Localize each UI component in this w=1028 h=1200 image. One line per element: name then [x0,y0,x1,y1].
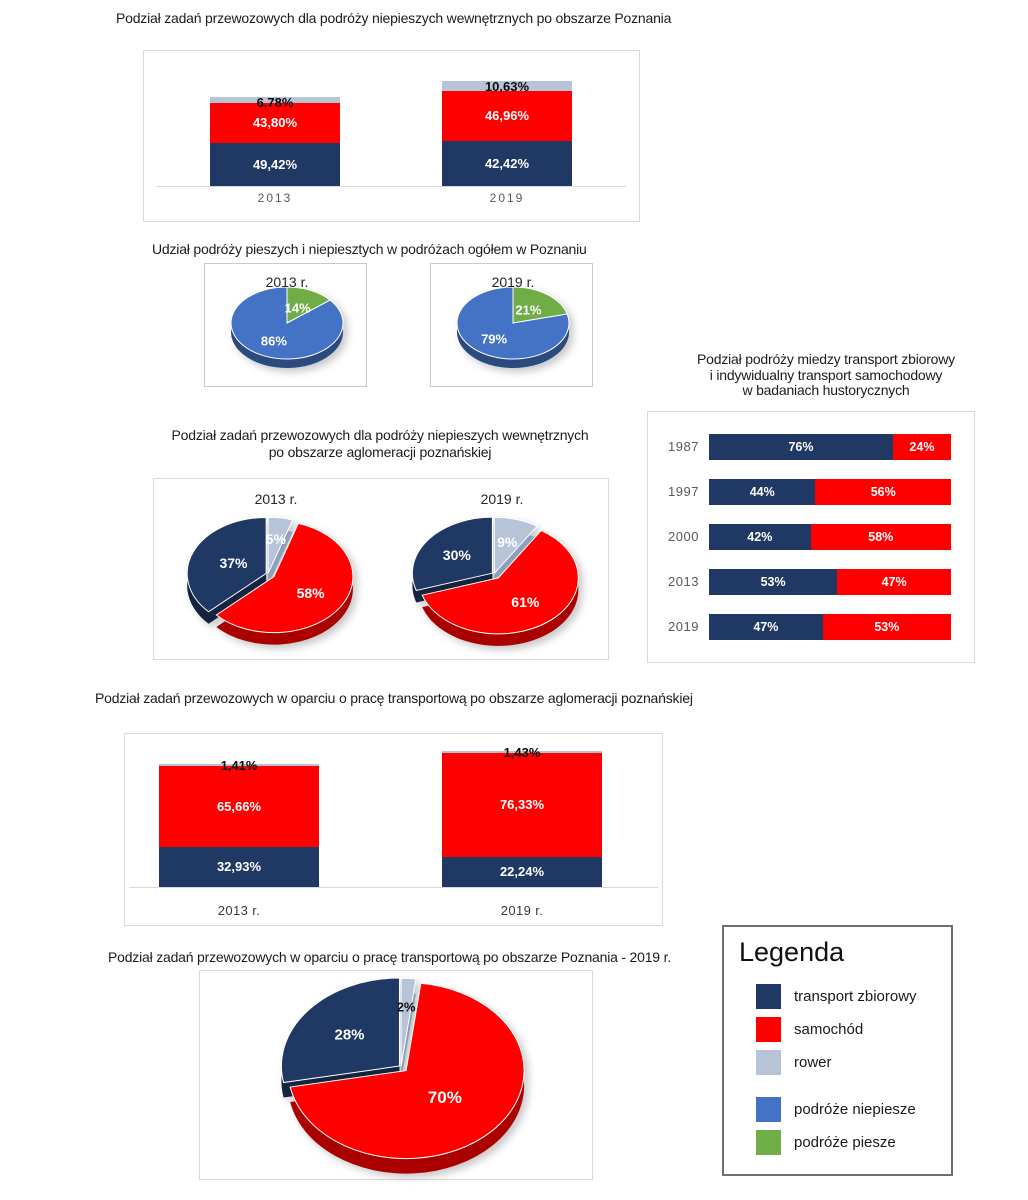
year-label: 2019 [668,619,699,634]
hbars-title [648,352,1004,399]
pie-value-label: 86% [260,333,287,349]
pie-subtitle: 2013 r. [254,491,298,507]
legend-swatch-rower [756,1050,781,1075]
x-axis-line [129,887,658,888]
year-label: 1987 [668,439,699,454]
bar-value-label: 22,24% [499,864,545,879]
legend-label: transport zbiorowy [794,988,917,1005]
pie-subtitle: 2013 r. [265,274,309,290]
chart1-title: Podział zadań przewozowych dla podróży niepieszych wewnętrznych po obszarze Poznania [116,10,672,26]
category-label: 2019 r. [500,903,544,918]
pies1-title: Udział podróży pieszych i niepiesztych w podróżach ogółem w Poznaniu [152,241,587,257]
hbars-title-line2: i indywidualny transport samochodowy [709,366,943,383]
legend-label: podróże piesze [794,1134,896,1151]
bar-value-label: 43,80% [252,115,298,130]
legend-swatch-blue [756,1097,781,1122]
pie-subtitle: 2019 r. [491,274,535,290]
hbar-value-label: 76% [788,440,814,454]
bar-value-label: 49,42% [252,157,298,172]
bar-value-label: 10,63% [484,79,530,94]
category-label: 2013 r. [217,903,261,918]
bar-value-label: 65,66% [216,799,262,814]
pie-2019-aglomeracja [154,479,608,659]
pie-chart [269,965,533,1184]
legend-label: samochód [794,1021,864,1038]
hbar-value-label: 58% [868,530,894,544]
bar-value-label: 42,42% [484,156,530,171]
pie-value-label: 58% [296,585,325,602]
hbar-value-label: 44% [749,485,775,499]
x-axis-line [156,186,626,187]
pie-2019-udzial [431,264,592,386]
legend-swatch-navy [756,984,781,1009]
pie3-box [199,970,593,1180]
chart1-box [143,50,640,222]
pie-value-label: 21% [515,302,542,318]
bar-value-label: 1,43% [503,745,541,760]
pie-value-label: 5% [265,531,286,547]
chart6-box [124,733,663,926]
pie-box-2013-udzial [204,263,367,387]
chart6-title: Podział zadań przewozowych w oparciu o pracę transportową po obszarze aglomeracji poznańskiej [95,690,693,706]
pie-subtitle: 2019 r. [480,491,524,507]
hbar-value-label: 53% [760,575,786,589]
hbar-value-label: 53% [874,620,900,634]
pie-value-label: 28% [334,1026,365,1044]
hbars-title-line1: Podział podróży miedzy transport zbiorowy [697,351,955,367]
pie-2013-udzial [205,264,366,386]
bar-value-label: 1,41% [220,758,258,773]
pie-poznan-2019-praca [200,971,592,1179]
year-label: 1997 [668,484,699,499]
legend-box [722,925,953,1176]
pies2-title-line1: Podział zadań przewozowych dla podróży niepieszych wewnętrznych [171,427,589,443]
pie-value-label: 37% [219,555,248,572]
pie3-title: Podział zadań przewozowych w oparciu o pracę transportową po obszarze Poznania - 2019 r. [108,949,671,965]
pie-box-2019-udzial [430,263,593,387]
hbar-value-label: 56% [870,485,896,499]
hbar-value-label: 24% [909,440,935,454]
bar-value-label: 32,93% [216,859,262,874]
category-label: 2019 [489,191,525,205]
pies2-box [153,478,609,660]
category-label: 2013 [257,191,293,205]
pie-value-label: 30% [442,547,471,564]
legend-label: rower [794,1054,832,1071]
bar-value-label: 46,96% [484,108,530,123]
pie-value-label: 70% [427,1087,462,1107]
hbars-box [647,411,975,663]
pies2-title [153,427,607,461]
hbar-value-label: 47% [881,575,907,589]
pie-value-label: 79% [481,331,508,347]
hbar-value-label: 42% [747,530,773,544]
legend-swatch-red [756,1017,781,1042]
pie-value-label: 9% [497,534,518,551]
year-label: 2000 [668,529,699,544]
pie-value-label: 2% [396,999,416,1014]
pie-chart [400,504,588,656]
legend-swatch-green [756,1130,781,1155]
legend-title: Legenda [739,937,845,967]
year-label: 2013 [668,574,699,589]
pies2-title-line2: po obszarze aglomeracji poznańskiej [268,444,492,460]
bar-value-label: 6,78% [256,95,294,110]
legend-label: podróże niepiesze [794,1101,916,1118]
hbars-title-line3: w badaniach hustorycznych [742,382,910,398]
bar-value-label: 76,33% [499,797,545,812]
hbar-value-label: 47% [753,620,779,634]
pie-value-label: 14% [284,300,311,316]
pie-value-label: 61% [511,594,540,611]
